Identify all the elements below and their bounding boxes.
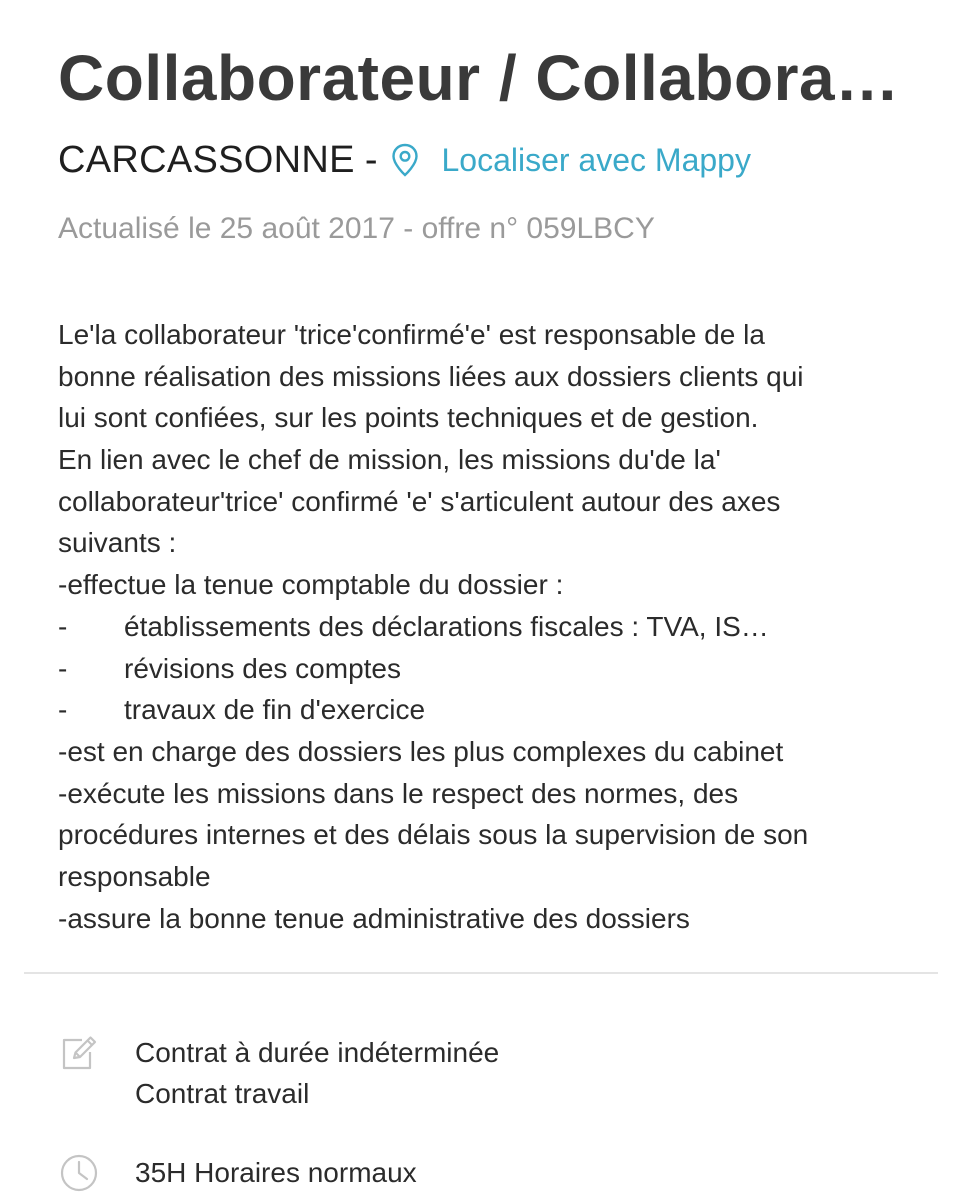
hours-label: 35H Horaires normaux [135,1157,417,1188]
description-bullet [58,606,918,648]
description-bullet [58,689,918,731]
description-line: procédures internes et des délais sous la supervision de son [58,819,809,851]
map-pin-icon[interactable] [391,143,419,177]
clock-icon [58,1152,100,1194]
description-line: collaborateur'trice' confirmé 'e' s'articulent autour des axes [58,485,781,517]
bullet-dash: - [58,694,68,726]
bullet-text: révisions des comptes [124,652,402,684]
contract-nature: Contrat travail [135,1078,310,1109]
bullet-dash: - [58,610,68,642]
description-line: suivants : [58,527,177,559]
edit-document-icon [58,1032,100,1074]
description-line: -est en charge des dossiers les plus complexes du cabinet [58,735,784,767]
city-label: CARCASSONNE [58,138,355,181]
description-line: bonne réalisation des missions liées aux dossiers clients qui [58,360,804,392]
offer-meta: Actualisé le 25 août 2017 - offre n° 059LBCY [58,212,655,245]
job-description [58,314,918,939]
description-line: -effectue la tenue comptable du dossier : [58,569,564,601]
description-line: En lien avec le chef de mission, les missions du'de la' [58,444,721,476]
location-row [58,135,751,185]
bullet-dash: - [58,652,68,684]
description-line: Le'la collaborateur 'trice'confirmé'e' est responsable de la [58,319,765,350]
location-separator: - [364,138,378,181]
contract-type: Contrat à durée indéterminée [135,1037,500,1068]
hours-text [135,1152,417,1193]
job-title: Collaborateur / Collabora… [58,42,900,114]
hours-info [58,1152,417,1194]
bullet-text: travaux de fin d'exercice [124,694,426,726]
description-line: -assure la bonne tenue administrative des dossiers [58,902,690,934]
contract-info [58,1032,499,1114]
contract-text [135,1032,499,1114]
description-line: lui sont confiées, sur les points techniques et de gestion. [58,402,759,434]
section-divider [24,972,938,974]
description-line: responsable [58,860,211,892]
localiser-mappy-link[interactable]: Localiser avec Mappy [441,141,751,178]
bullet-text: établissements des déclarations fiscales : TVA, IS… [124,610,769,642]
description-line: -exécute les missions dans le respect des normes, des [58,777,739,809]
description-bullet [58,648,918,690]
